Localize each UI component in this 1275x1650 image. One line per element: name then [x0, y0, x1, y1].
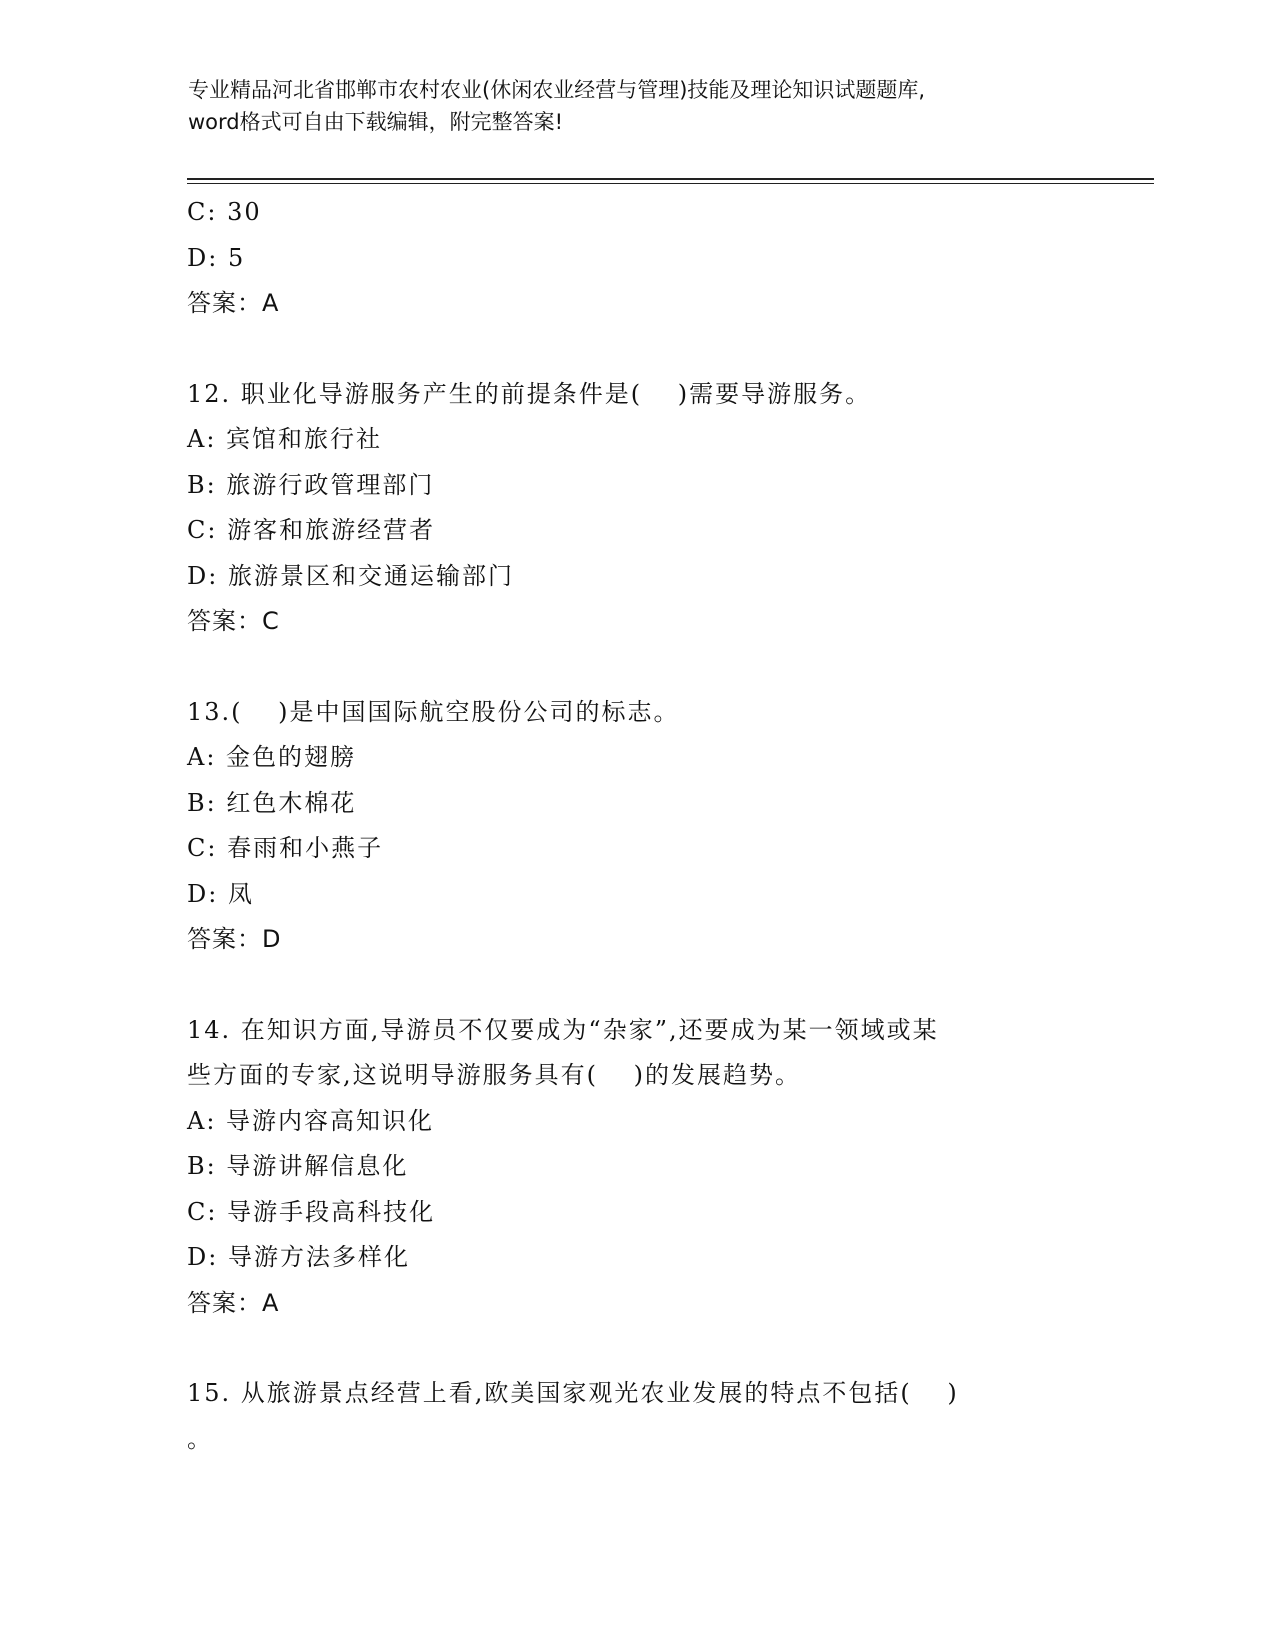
question-gap	[187, 1326, 1087, 1371]
question-list	[187, 190, 1087, 1462]
question-13	[187, 690, 1087, 963]
question-gap	[187, 645, 1087, 690]
question-text-line-1: 15. 从旅游景点经营上看,欧美国家观光农业发展的特点不包括( )	[187, 1379, 959, 1407]
header-line-2: word格式可自由下载编辑，附完整答案!	[188, 110, 564, 134]
document-header	[188, 74, 1088, 138]
question-text-line-1: 14. 在知识方面,导游员不仅要成为“杂家”,还要成为某一领域或某	[187, 1015, 939, 1044]
question-gap	[187, 327, 1087, 372]
question-15	[187, 1371, 1087, 1462]
answer-line: 答案：D	[187, 925, 282, 953]
option-d: D: 5	[187, 243, 246, 272]
option-b: B: 旅游行政管理部门	[187, 470, 435, 499]
option-c: C: 游客和旅游经营者	[187, 516, 436, 544]
option-d: D: 旅游景区和交通运输部门	[187, 561, 514, 590]
question-gap	[187, 963, 1087, 1008]
answer-line: 答案：A	[187, 1288, 280, 1317]
option-b: B: 导游讲解信息化	[187, 1152, 409, 1180]
option-b: B: 红色木棉花	[187, 788, 357, 817]
header-line-1: 专业精品河北省邯郸市农村农业(休闲农业经营与管理)技能及理论知识试题题库,	[188, 78, 926, 102]
option-a: A: 金色的翅膀	[187, 743, 357, 771]
option-c: C: 春雨和小燕子	[187, 834, 384, 862]
question-12	[187, 372, 1087, 645]
option-d: D: 凤	[187, 879, 254, 908]
header-divider-thin	[187, 183, 1154, 184]
question-text-line-2: 些方面的专家,这说明导游服务具有( )的发展趋势。	[187, 1061, 801, 1089]
answer-line: 答案：C	[187, 607, 280, 635]
header-divider-thick	[187, 178, 1154, 180]
question-text-line-2: 。	[187, 1424, 213, 1453]
answer-line: 答案：A	[187, 289, 280, 317]
question-text: 12. 职业化导游服务产生的前提条件是( )需要导游服务。	[187, 379, 872, 408]
question-text: 13.( )是中国国际航空股份公司的标志。	[187, 697, 680, 726]
option-a: A: 导游内容高知识化	[187, 1106, 435, 1135]
question-14	[187, 1008, 1087, 1327]
option-d: D: 导游方法多样化	[187, 1243, 410, 1271]
option-c: C: 导游手段高科技化	[187, 1197, 436, 1226]
option-c: C: 30	[187, 198, 262, 226]
option-a: A: 宾馆和旅行社	[187, 425, 383, 453]
